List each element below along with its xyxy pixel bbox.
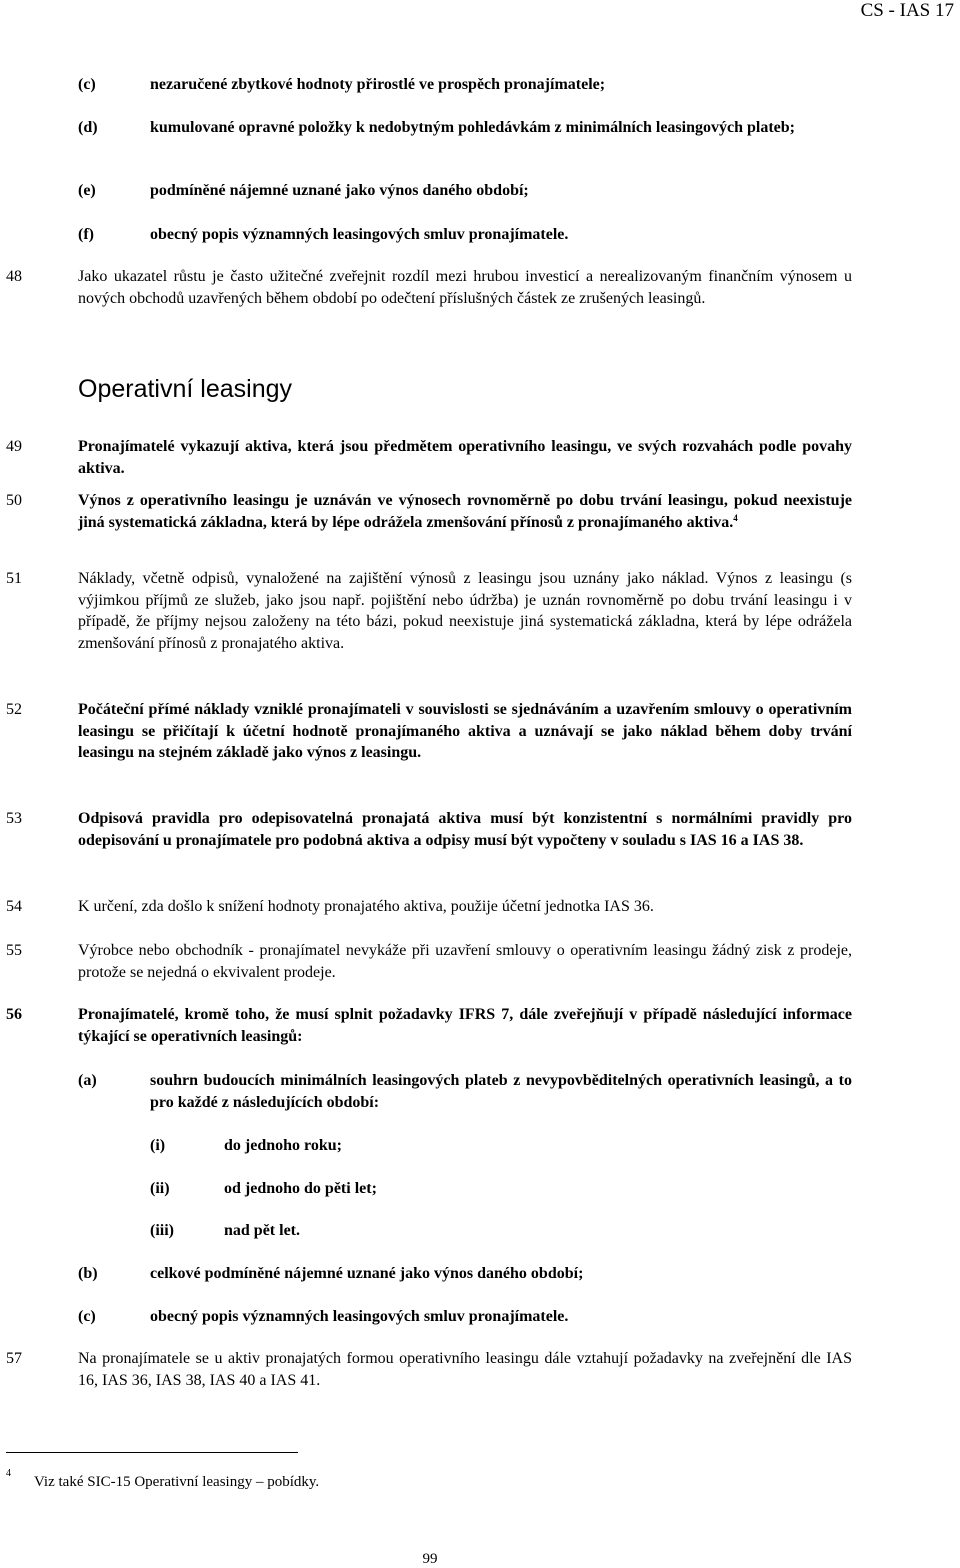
paragraph-number-52: 52 <box>6 701 22 718</box>
list-label-c: (c) <box>78 76 96 93</box>
paragraph-48: Jako ukazatel růstu je často užitečné zveřejnit rozdíl mezi hrubou investicí a nerealizovaným finančním výnosem u nových obchodů uzavřených během období po odečtení příslušných částek ze zrušených leasingů. <box>78 268 852 307</box>
paragraph-50 <box>78 490 852 533</box>
paragraph-53: Odpisová pravidla pro odepisovatelná pronajatá aktiva musí být konzistentní s normálními pravidly pro odepisování u pronajímatele pro podobná aktiva a odpisy musí být vypočteny v souladu s IAS 16 a IAS 38. <box>78 810 852 849</box>
list-label-d: (d) <box>78 119 98 136</box>
paragraph-55: Výrobce nebo obchodník - pronajímatel nevykáže při uzavření smlouvy o operativním leasingu žádný zisk z prodeje, protože se nejedná o ekvivalent prodeje. <box>78 942 852 981</box>
list-item-f: obecný popis významných leasingových smluv pronajímatele. <box>150 226 569 243</box>
sublist-item-i: do jednoho roku; <box>224 1137 342 1154</box>
sublist-label-ii: (ii) <box>150 1180 170 1197</box>
footnote-number: 4 <box>6 1468 11 1479</box>
paragraph-49: Pronajímatelé vykazují aktiva, která jsou předmětem operativního leasingu, ve svých rozvahách podle povahy aktiva. <box>78 438 852 477</box>
paragraph-number-56: 56 <box>6 1006 22 1023</box>
sublist-label-i: (i) <box>150 1137 166 1154</box>
section-heading: Operativní leasingy <box>78 375 293 403</box>
footnote-separator <box>6 1452 298 1453</box>
list-item-a: souhrn budoucích minimálních leasingových plateb z nevypovběditelných operativních leasingů, a to pro každé z následujících období: <box>150 1072 852 1111</box>
list-item-d: kumulované opravné položky k nedobytným pohledávkám z minimálních leasingových plateb; <box>150 119 795 136</box>
document-reference: CS - IAS 17 <box>860 0 954 21</box>
footnote-reference: 4 <box>733 512 738 523</box>
paragraph-52: Počáteční přímé náklady vzniklé pronajímateli v souvislosti se sjednáváním a uzavřením smlouvy o operativním leasingu se přičítají k účetní hodnotě pronajímaného aktiva a uznávají se jako náklad během doby trvání leasingu na stejném základě jako výnos z leasingu. <box>78 701 852 761</box>
paragraph-number-48: 48 <box>6 268 22 285</box>
paragraph-number-49: 49 <box>6 438 22 455</box>
paragraph-56: Pronajímatelé, kromě toho, že musí splnit požadavky IFRS 7, dále zveřejňují v případě následující informace týkající se operativních leasingů: <box>78 1006 852 1045</box>
list-item-c: nezaručené zbytkové hodnoty přirostlé ve prospěch pronajímatele; <box>150 76 606 93</box>
sublist-item-iii: nad pět let. <box>224 1222 300 1239</box>
paragraph-number-55: 55 <box>6 942 22 959</box>
paragraph-number-57: 57 <box>6 1350 22 1367</box>
list-item-b: celkové podmíněné nájemné uznané jako výnos daného období; <box>150 1265 584 1282</box>
page-number: 99 <box>422 1551 438 1567</box>
list-label-f: (f) <box>78 226 94 243</box>
footnote-text: Viz také SIC-15 Operativní leasingy – pobídky. <box>34 1474 320 1490</box>
paragraph-number-53: 53 <box>6 810 22 827</box>
paragraph-number-51: 51 <box>6 570 22 587</box>
sublist-label-iii: (iii) <box>150 1222 174 1239</box>
paragraph-54: K určení, zda došlo k snížení hodnoty pronajatého aktiva, použije účetní jednotka IAS 36. <box>78 898 654 915</box>
list-label-e: (e) <box>78 182 96 199</box>
paragraph-50-text: Výnos z operativního leasingu je uznáván ve výnosech rovnoměrně po dobu trvání leasingu, pokud neexistuje jiná systematická základna, která by lépe odrážela zmenšování přínosů z pronajímaného aktiva. <box>78 492 852 531</box>
list-item-e: podmíněné nájemné uznané jako výnos daného období; <box>150 182 529 199</box>
paragraph-number-50: 50 <box>6 492 22 509</box>
list-label-a: (a) <box>78 1072 97 1089</box>
list-label-b: (b) <box>78 1265 98 1282</box>
paragraph-57: Na pronajímatele se u aktiv pronajatých formou operativního leasingu dále vztahují požadavky na zveřejnění dle IAS 16, IAS 36, IAS 38, IAS 40 a IAS 41. <box>78 1350 852 1389</box>
sublist-item-ii: od jednoho do pěti let; <box>224 1180 377 1197</box>
paragraph-number-54: 54 <box>6 898 22 915</box>
paragraph-51: Náklady, včetně odpisů, vynaložené na zajištění výnosů z leasingu jsou uznány jako náklad. Výnos z leasingu (s výjimkou příjmů ze služeb, jako jsou např. pojištění nebo údržba) je uznán rovnoměrně po dobu trvání leasingu i v případě, že příjmy nejsou založeny na této bázi, pokud neexistuje jiná systematická základna, která by lépe odrážela zmenšování přínosů z pronajatého aktiva. <box>78 570 852 652</box>
list-item-c2: obecný popis významných leasingových smluv pronajímatele. <box>150 1308 569 1325</box>
list-label-c2: (c) <box>78 1308 96 1325</box>
